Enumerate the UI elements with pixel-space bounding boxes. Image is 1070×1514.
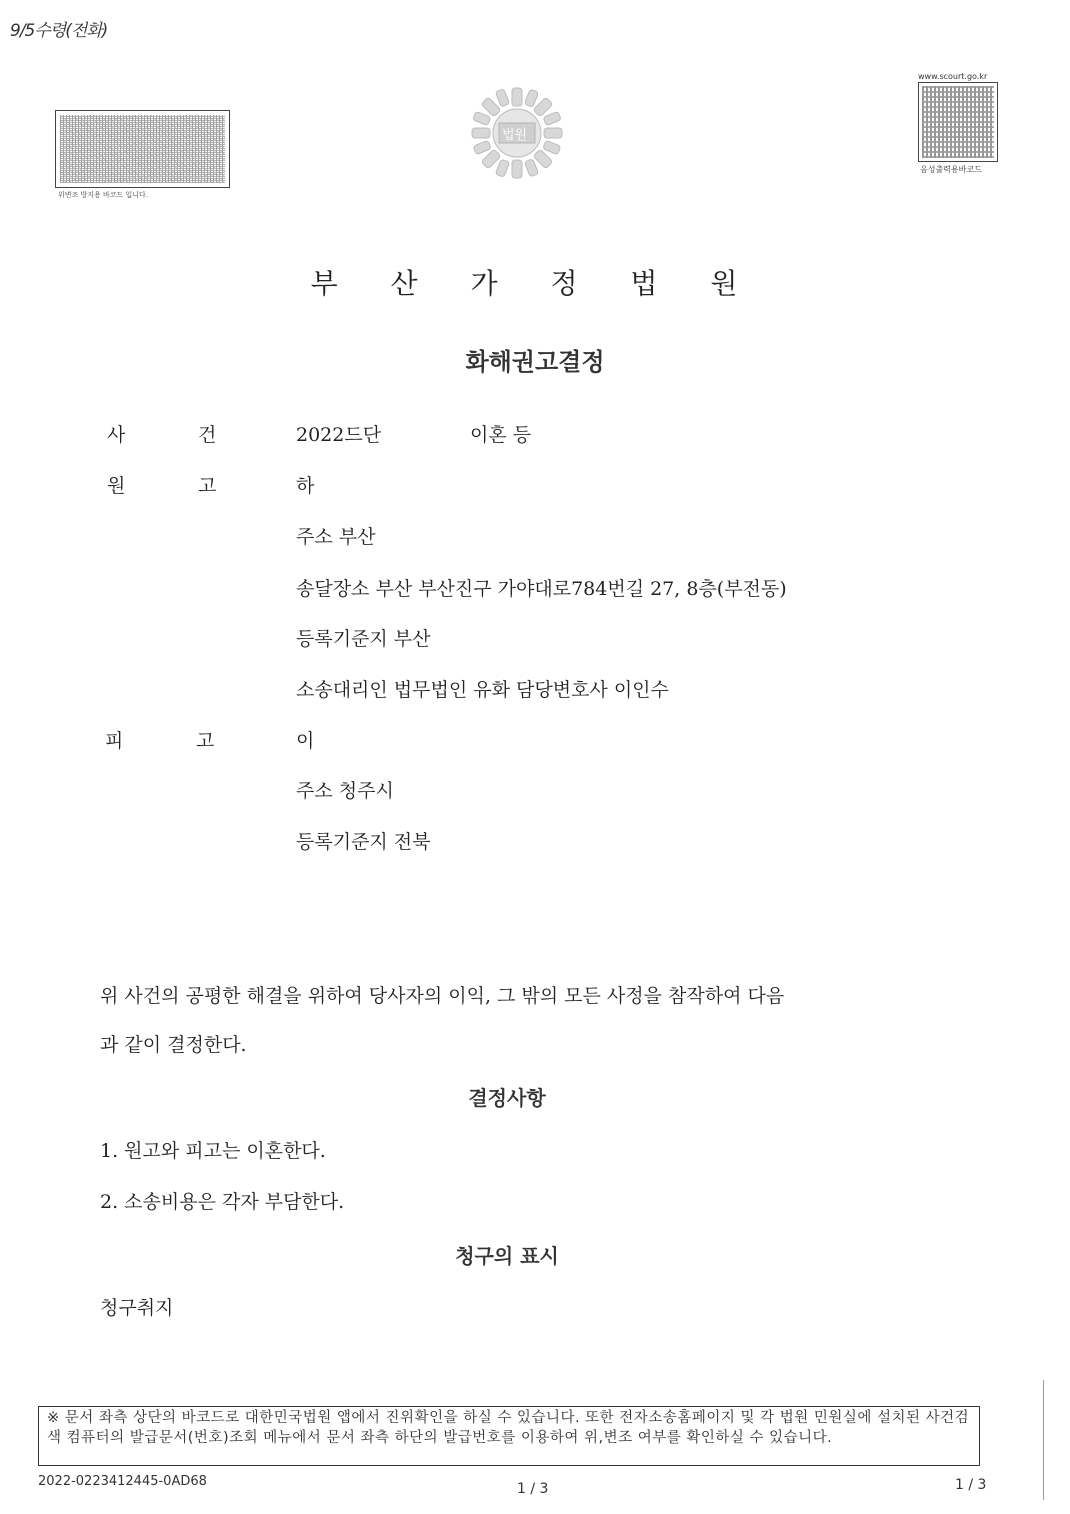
barcode-caption: 위변조 방지용 바코드 입니다. [58,191,149,199]
claim-subheading: 청구취지 [100,1297,174,1319]
claim-heading: 청구의 표시 [455,1244,559,1268]
defendant-name: 이 [296,730,315,752]
scan-edge-line [1043,1380,1044,1500]
decision-item-1: 1. 원고와 피고는 이혼한다. [100,1140,326,1162]
plaintiff-label-2: 고 [198,475,217,497]
plaintiff-label-1: 원 [107,475,126,497]
plaintiff-attorney: 소송대리인 법무법인 유화 담당변호사 이인수 [296,679,669,701]
court-website-url: www.scourt.go.kr [918,72,988,81]
plaintiff-delivery-address: 송달장소 부산 부산진구 가야대로784번길 27, 8층(부전동) [296,578,787,600]
defendant-label-1: 피 [105,730,124,752]
page-number-right: 1 / 3 [955,1477,987,1493]
plaintiff-name: 하 [296,475,315,497]
verification-notice: ※ 문서 좌측 상단의 바코드로 대한민국법원 앱에서 진위확인을 하실 수 있습니다. 또한 전자소송홈페이지 및 각 법원 민원실에 설치된 사건검색 컴퓨터의 발급문서(번호)조회 메뉴에서 문서 좌측 하단의 발급번호를 이용하여 위,변조 여부를 확인하실 수 있습니다. [38,1406,980,1466]
case-name: 이혼 등 [470,424,532,446]
defendant-registry: 등록기준지 전북 [296,831,431,853]
intro-line-2: 과 같이 결정한다. [100,1034,247,1056]
decision-item-2: 2. 소송비용은 각자 부담한다. [100,1191,345,1213]
handwritten-received-note: 9/5수령(전화) [10,21,108,41]
document-title: 화해권고결정 [465,348,605,376]
decision-heading: 결정사항 [468,1086,546,1110]
page-number-center: 1 / 3 [517,1481,549,1497]
issue-number: 2022-0223412445-0AD68 [38,1474,207,1489]
plaintiff-address: 주소 부산 [296,526,376,548]
plaintiff-registry: 등록기준지 부산 [296,628,431,650]
intro-line-1: 위 사건의 공평한 해결을 위하여 당사자의 이익, 그 밖의 모든 사정을 참작하여 다음 [100,985,785,1007]
case-label-2: 건 [198,424,217,446]
voice-output-barcode [918,82,998,162]
court-name: 부 산 가 정 법 원 [310,267,760,300]
anti-forgery-barcode [55,110,230,188]
case-number: 2022드단 [296,424,382,446]
defendant-address: 주소 청주시 [296,780,394,802]
defendant-label-2: 고 [196,730,215,752]
seal-text: 법원 [502,128,528,143]
case-label-1: 사 [107,424,126,446]
voice-barcode-caption: 음성출력용바코드 [920,165,982,174]
